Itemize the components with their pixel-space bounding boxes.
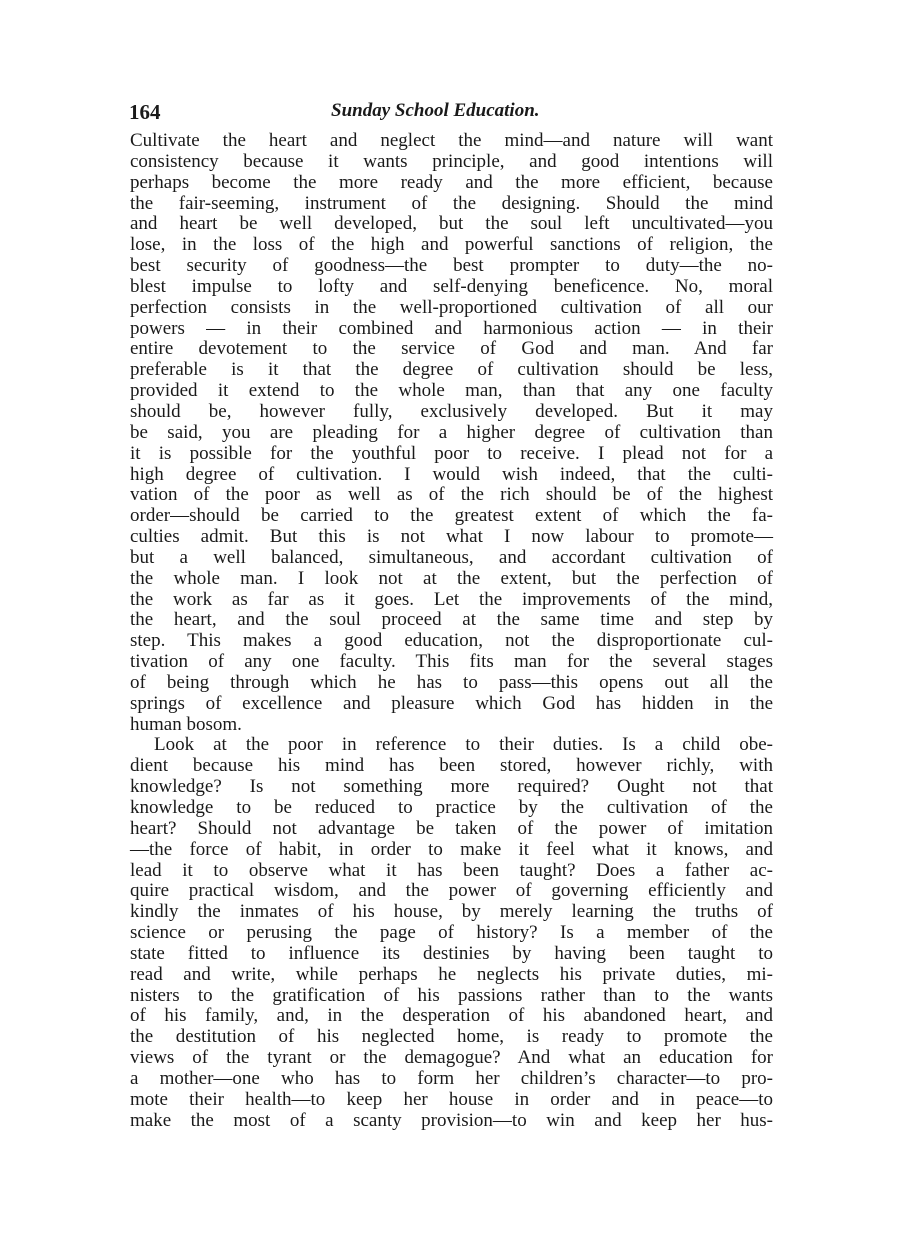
text-line: read and write, while perhaps he neglects his private duties, mi- bbox=[130, 963, 773, 985]
text-line: knowledge to be reduced to practice by the cultivation of the bbox=[130, 797, 773, 818]
text-line: human bosom. bbox=[130, 713, 242, 735]
body-text bbox=[130, 131, 773, 1132]
text-line: the heart, and the soul proceed at the same time and step by bbox=[130, 609, 773, 631]
text-line: provided it extend to the whole man, than that any one faculty bbox=[130, 380, 773, 402]
paragraph-1 bbox=[130, 131, 773, 735]
text-line: dient because his mind has been stored, however richly, with bbox=[130, 755, 773, 777]
text-line: powers — in their combined and harmonious action — in their bbox=[130, 317, 773, 339]
text-line: make the most of a scanty provision—to win and keep her hus- bbox=[130, 1109, 773, 1131]
text-line: knowledge? Is not something more required? Ought not that bbox=[130, 776, 773, 798]
text-line: springs of excellence and pleasure which God has hidden in the bbox=[130, 692, 773, 714]
page-number: 164 bbox=[129, 100, 161, 124]
paragraph-2 bbox=[130, 735, 773, 1131]
text-line: it is possible for the youthful poor to receive. I plead not for a bbox=[130, 442, 773, 464]
text-line: nisters to the gratification of his passions rather than to the wants bbox=[130, 984, 773, 1006]
text-line: preferable is it that the degree of cultivation should be less, bbox=[130, 359, 773, 381]
text-line: should be, however fully, exclusively developed. But it may bbox=[130, 400, 773, 422]
text-line: high degree of cultivation. I would wish indeed, that the culti- bbox=[130, 463, 773, 485]
running-title: Sunday School Education. bbox=[331, 100, 540, 121]
text-line: consistency because it wants principle, and good intentions will bbox=[130, 150, 773, 172]
text-line: perfection consists in the well-proportioned cultivation of all our bbox=[130, 296, 773, 318]
text-line: the destitution of his neglected home, is ready to promote the bbox=[130, 1026, 773, 1048]
text-line: the work as far as it goes. Let the improvements of the mind, bbox=[130, 588, 773, 610]
text-line: the whole man. I look not at the extent, but the perfection of bbox=[130, 567, 773, 589]
text-line: the fair-seeming, instrument of the designing. Should the mind bbox=[130, 192, 773, 214]
text-line: perhaps become the more ready and the more efficient, because bbox=[130, 171, 773, 193]
text-line: quire practical wisdom, and the power of governing efficiently and bbox=[130, 880, 773, 902]
text-line: be said, you are pleading for a higher degree of cultivation than bbox=[130, 421, 773, 443]
text-line: vation of the poor as well as of the rich should be of the highest bbox=[130, 484, 773, 506]
text-line: heart? Should not advantage be taken of the power of imitation bbox=[130, 817, 773, 839]
text-line: Cultivate the heart and neglect the mind—and nature will want bbox=[130, 130, 773, 151]
text-line: science or perusing the page of history? Is a member of the bbox=[130, 922, 773, 944]
text-line: lose, in the loss of the high and powerful sanctions of religion, the bbox=[130, 234, 773, 256]
text-line: culties admit. But this is not what I now labour to promote— bbox=[130, 526, 773, 548]
text-line: mote their health—to keep her house in order and in peace—to bbox=[130, 1088, 773, 1110]
text-line: lead it to observe what it has been taught? Does a father ac- bbox=[130, 859, 773, 881]
text-line: —the force of habit, in order to make it feel what it knows, and bbox=[130, 838, 773, 860]
text-line: kindly the inmates of his house, by merely learning the truths of bbox=[130, 901, 773, 923]
text-line: entire devotement to the service of God and man. And far bbox=[130, 338, 773, 360]
text-line: step. This makes a good education, not the disproportionate cul- bbox=[130, 630, 773, 652]
text-line: but a well balanced, simultaneous, and accordant cultivation of bbox=[130, 546, 773, 568]
text-line: state fitted to influence its destinies by having been taught to bbox=[130, 942, 773, 964]
text-line: of his family, and, in the desperation of his abandoned heart, and bbox=[130, 1005, 773, 1027]
text-line: of being through which he has to pass—this opens out all the bbox=[130, 671, 773, 693]
text-line: best security of goodness—the best prompter to duty—the no- bbox=[130, 255, 773, 277]
text-line: blest impulse to lofty and self-denying beneficence. No, moral bbox=[130, 275, 773, 297]
text-line: and heart be well developed, but the soul left uncultivated—you bbox=[130, 213, 773, 235]
text-line: a mother—one who has to form her children’s character—to pro- bbox=[130, 1067, 773, 1089]
text-line: order—should be carried to the greatest extent of which the fa- bbox=[130, 505, 773, 527]
text-line: tivation of any one faculty. This fits man for the several stages bbox=[130, 651, 773, 673]
page-header bbox=[129, 100, 772, 124]
text-line: views of the tyrant or the demagogue? And what an education for bbox=[130, 1047, 773, 1069]
text-line: Look at the poor in reference to their duties. Is a child obe- bbox=[154, 734, 773, 756]
